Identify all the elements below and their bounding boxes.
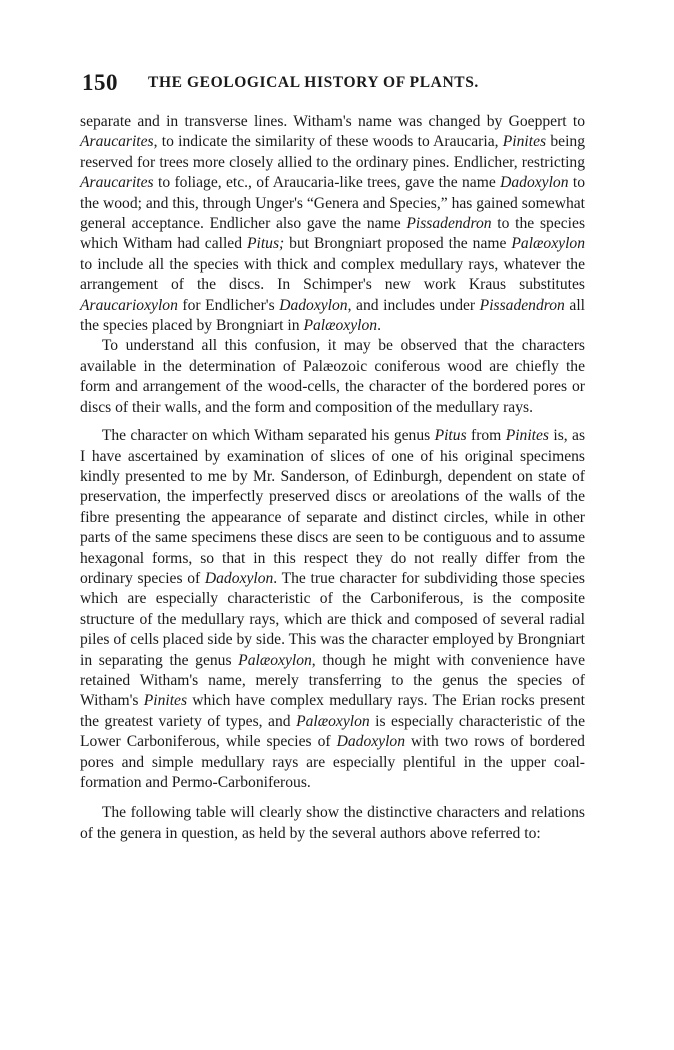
italic-term: Dadoxylon xyxy=(204,569,274,587)
italic-term: Pitus; xyxy=(246,235,285,253)
italic-term: Palæoxylon xyxy=(296,712,370,730)
text-run: is, as I have ascertained by examination of slices of one of his original specimens kindly presented to me by Mr. Sanderson, of Edinburgh, dependent on state of preservation, the imperfectly preserved discs or areolations of the walls of the fibre presenting the appearance of separate and distinct circles, while in other parts of the same specimens these discs are seen to be contiguous and to assume hexagonal forms, so that in this respect they do not really differ from the ordinary species of xyxy=(80,427,586,587)
running-head xyxy=(82,70,602,100)
text-run: To understand all this confusion, it may be observed that the characters available in the determination of Palæozoic coniferous wood are chiefly the form and arrangement of the wood-cells, the character of the bordered pores or discs of their walls, and the form and composition of the medullary rays. xyxy=(80,337,585,416)
italic-term: Pissadendron xyxy=(406,215,492,233)
paragraph-4 xyxy=(80,803,585,844)
italic-term: Palæoxylon xyxy=(511,235,585,253)
paragraph-1 xyxy=(80,112,585,336)
text-run: to the species which Witham had called xyxy=(80,215,586,253)
italic-term: Pinites xyxy=(143,692,188,710)
italic-term: Dadoxylon xyxy=(336,733,406,751)
running-title: THE GEOLOGICAL HISTORY OF PLANTS. xyxy=(148,74,479,91)
paragraph-2 xyxy=(80,336,585,418)
body-text xyxy=(80,112,585,844)
italic-term: Dadoxylon xyxy=(279,296,348,314)
text-run: . xyxy=(377,317,381,335)
text-run: to the wood; and this, through Unger's “Genera and Species,” has gained somewhat general acceptance. Endlicher also gave the name xyxy=(80,174,585,233)
text-run: from xyxy=(466,427,506,445)
italic-term: Pinites xyxy=(505,427,549,445)
text-run: The following table will clearly show the distinctive characters and relations of the genera in question, as held by the several authors above referred to: xyxy=(80,804,585,842)
italic-term: Pitus xyxy=(434,427,467,445)
text-run: separate and in transverse lines. Witham's name was changed by Goeppert to xyxy=(80,113,585,130)
text-run: , though he might with convenience have retained Witham's name, merely transferring to the genus the species of Witham's xyxy=(80,651,585,710)
italic-term: Pinites xyxy=(502,133,547,151)
italic-term: Araucarites xyxy=(80,133,154,151)
paragraph-3 xyxy=(80,426,585,793)
text-run: with two rows of bordered pores and simple medullary rays are especially plentiful in the upper coal-formation and Permo-Carboniferous. xyxy=(80,733,585,791)
italic-term: Araucarioxylon xyxy=(80,296,178,314)
text-run: , and includes under xyxy=(347,296,480,314)
italic-term: Pissadendron xyxy=(479,296,565,314)
text-run: The character on which Witham separated his genus xyxy=(101,427,435,445)
text-run: . The true character for subdividing those species which are especially characteristic of the Carboniferous, is the composite structure of the medullary rays, which are thick and composed of several radial piles of cells placed side by side. This was the character employed by Brongniart in separating the genus xyxy=(80,569,585,669)
text-run: being reserved for trees more closely allied to the ordinary pines. Endlicher, restricting xyxy=(80,133,585,171)
text-run: is especially characteristic of the Lower Carboniferous, while species of xyxy=(80,712,585,751)
italic-term: Palæoxylon xyxy=(303,317,378,335)
text-run: to foliage, etc., of Araucaria-like trees, gave the name xyxy=(153,174,501,192)
text-run: , to indicate the similarity of these woods to Araucaria, xyxy=(153,133,503,151)
text-run: for Endlicher's xyxy=(177,296,280,314)
text-run: which have complex medullary rays. The Erian rocks present the greatest variety of types, and xyxy=(80,692,585,730)
text-run: all the species placed by Brongniart in xyxy=(80,296,585,335)
text-run: to include all the species with thick and complex medullary rays, whatever the arrangement of the discs. In Schimper's new work Kraus substitutes xyxy=(80,255,585,294)
italic-term: Dadoxylon xyxy=(500,174,569,192)
italic-term: Araucarites xyxy=(80,174,154,192)
page-number: 150 xyxy=(82,70,118,95)
italic-term: Palæoxylon xyxy=(238,651,312,669)
text-run: but Brongniart proposed the name xyxy=(284,235,512,253)
